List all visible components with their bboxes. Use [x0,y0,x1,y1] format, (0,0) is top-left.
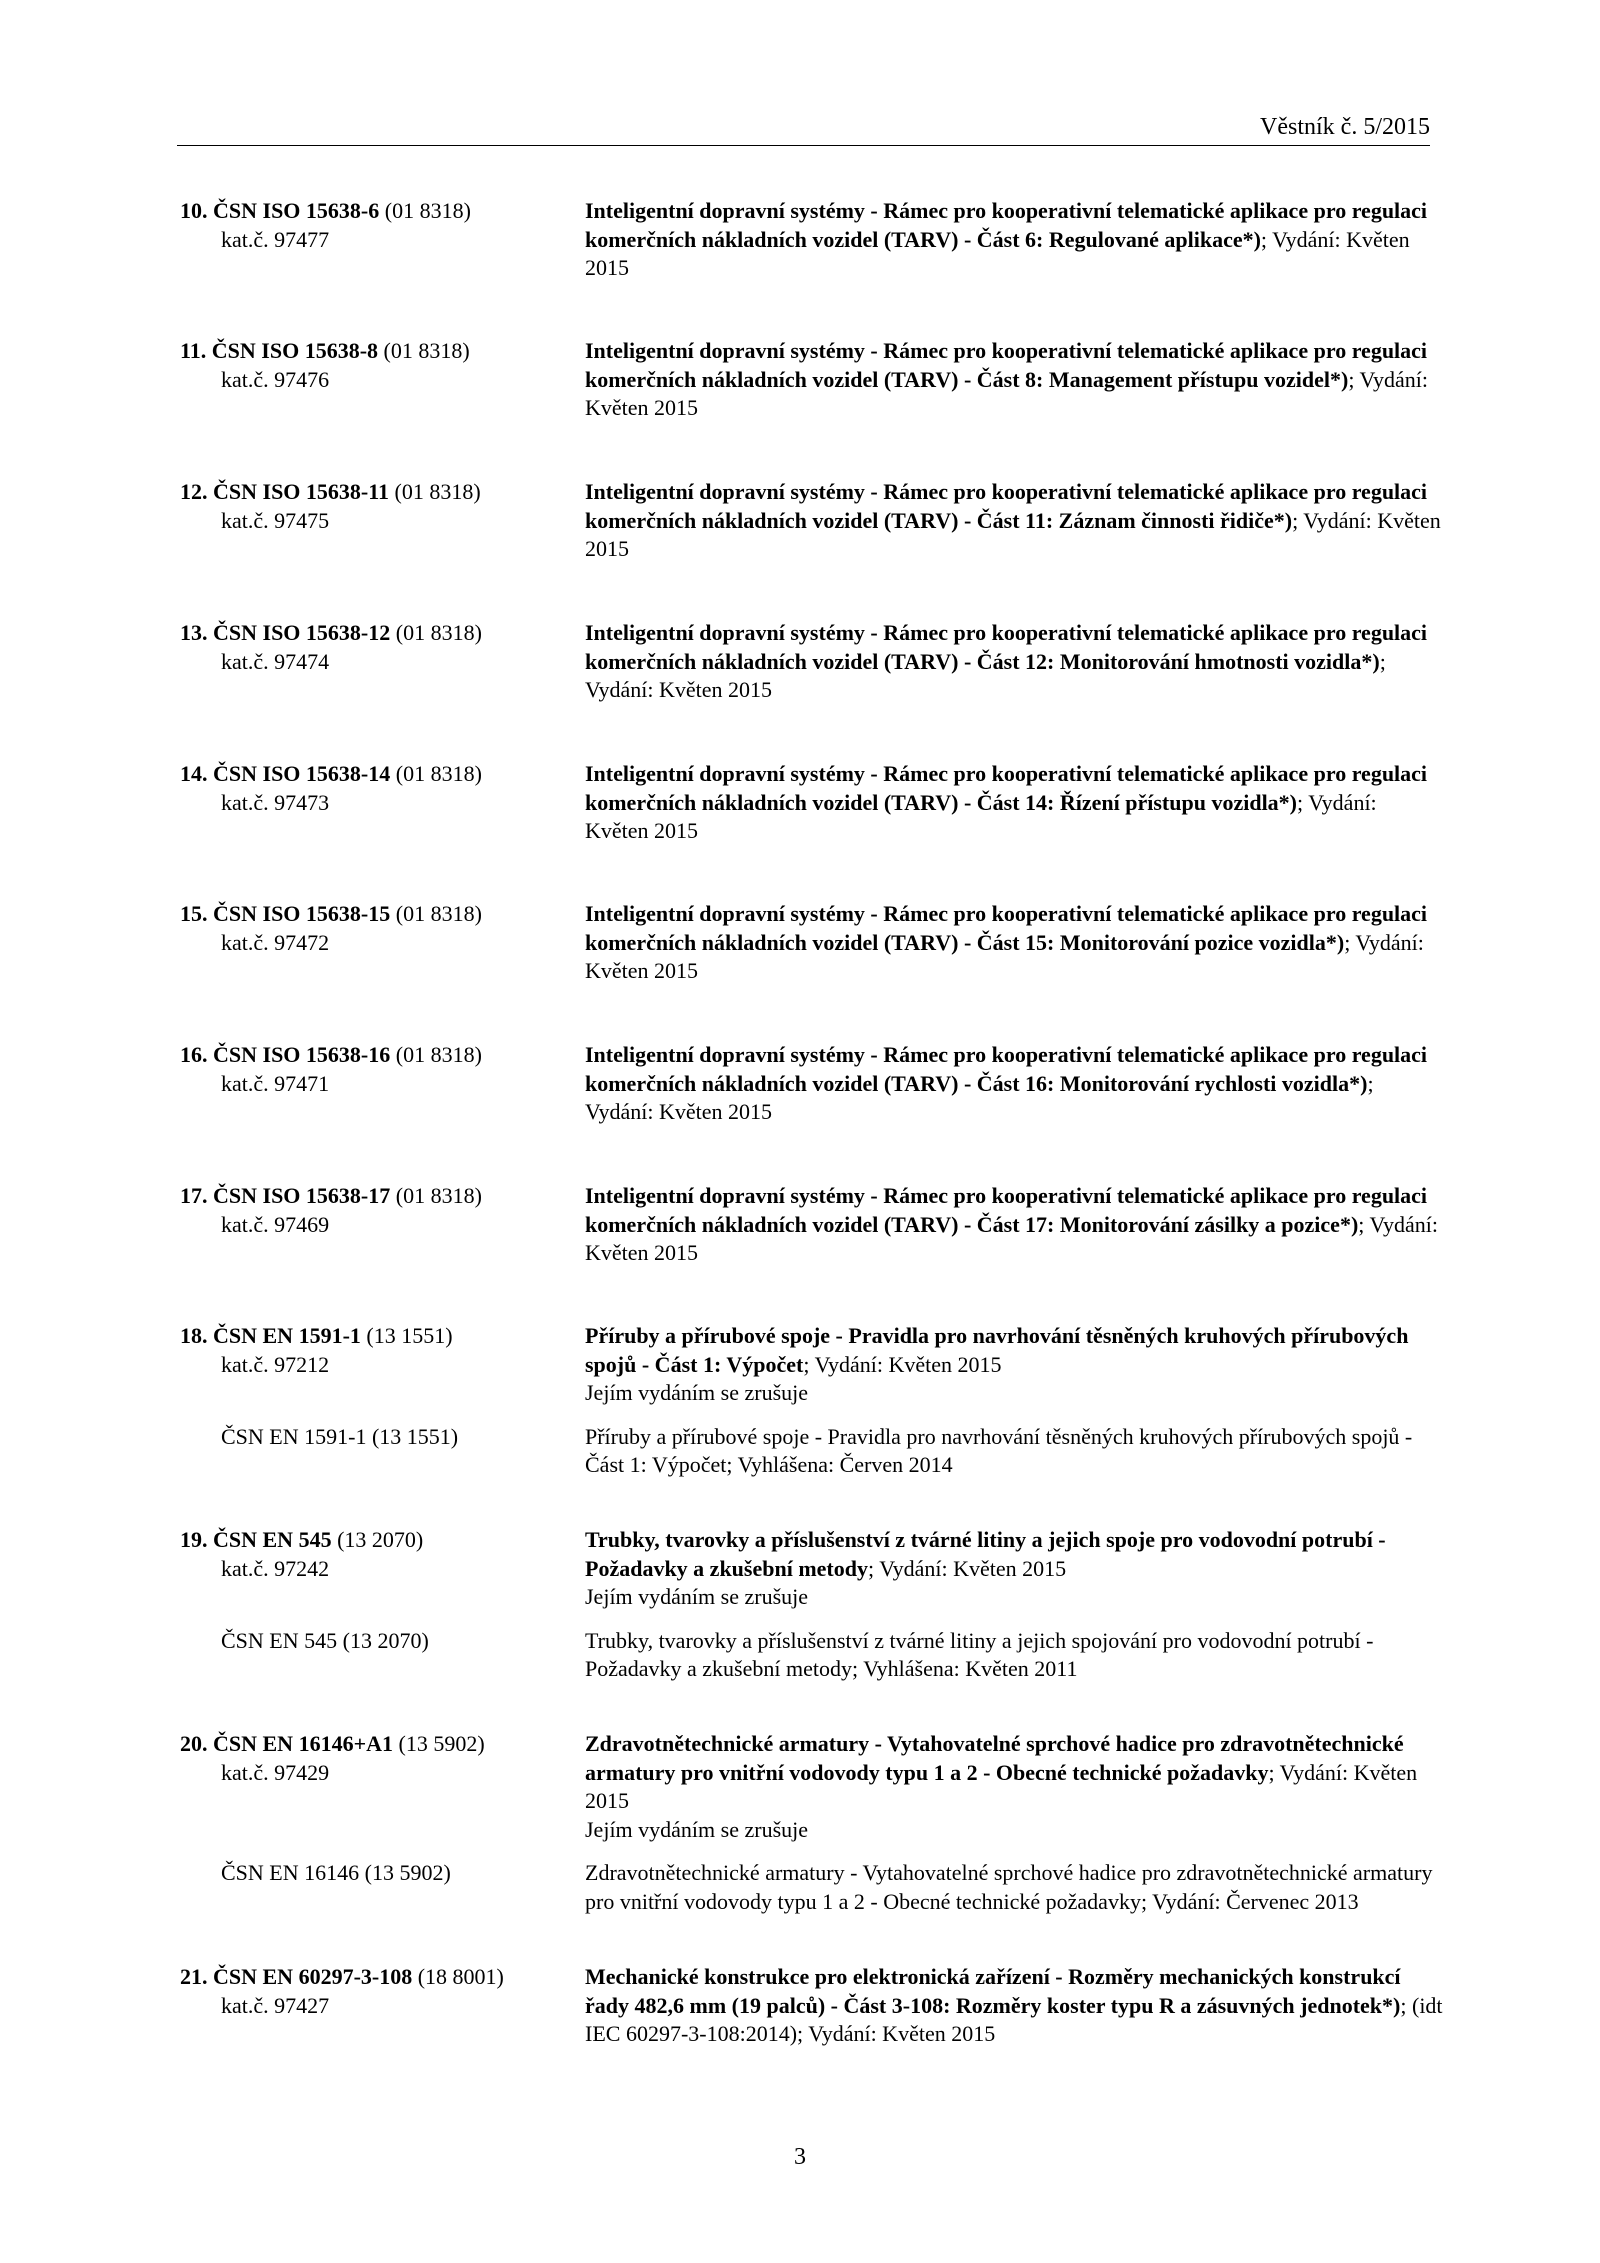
standard-code: ČSN EN 545 [213,1527,332,1552]
cancelled-standard-code: ČSN EN 1591-1 (13 1551) [221,1423,459,1449]
standard-title: Zdravotnětechnické armatury - Vytahovatelné sprchové hadice pro zdravotnětechnické armatury pro vnitřní vodovody typu 1 a 2 - Obecné technické požadavky [585,1731,1404,1785]
classification-code: (18 8001) [417,1964,504,1989]
classification-code: (01 8318) [395,1183,482,1208]
release-info: ; Vydání: Květen 2015 [585,1070,1374,1124]
standard-entry [0,1963,1600,2049]
catalog-number: kat.č. 97212 [221,1351,330,1377]
standard-title: Inteligentní dopravní systémy - Rámec pro kooperativní telematické aplikace pro regulaci komerčních nákladních vozidel (TARV) - Část 6: Regulované aplikace*) [585,198,1428,252]
page-number: 3 [794,2144,806,2170]
classification-code: (13 5902) [398,1731,485,1756]
standard-code: ČSN ISO 15638-15 [213,901,391,926]
standard-code: ČSN EN 16146+A1 [213,1731,393,1756]
standard-entry [0,760,1600,846]
catalog-number: kat.č. 97427 [221,1992,330,2018]
release-info: ; Vydání: Květen 2015 [585,1759,1418,1813]
classification-code: (01 8318) [395,761,482,786]
classification-code: (01 8318) [383,338,470,363]
entry-number: 14. [180,761,208,786]
standard-title: Inteligentní dopravní systémy - Rámec pro kooperativní telematické aplikace pro regulaci komerčních nákladních vozidel (TARV) - Část 17: Monitorování zásilky a pozice*) [585,1183,1428,1237]
standard-title: Inteligentní dopravní systémy - Rámec pro kooperativní telematické aplikace pro regulaci komerčních nákladních vozidel (TARV) - Část 14: Řízení přístupu vozidla*) [585,761,1428,815]
standard-title: Příruby a přírubové spoje - Pravidla pro navrhování těsněných kruhových přírubových spojů - Část 1: Výpočet [585,1323,1409,1377]
standard-entry [0,619,1600,705]
standard-code: ČSN ISO 15638-8 [211,338,379,363]
classification-code: (01 8318) [395,1042,482,1067]
cancellation-note: Jejím vydáním se zrušuje [585,1584,809,1609]
cancellation-note: Jejím vydáním se zrušuje [585,1816,809,1842]
standard-entry [0,478,1600,564]
entry-number: 16. [180,1042,208,1067]
cancelled-standard-title: Trubky, tvarovky a příslušenství z tvárné litiny a jejich spojování pro vodovodní potrubí - Požadavky a zkušební metody; Vyhlášena: Květen 2011 [585,1627,1374,1681]
classification-code: (01 8318) [384,198,471,223]
standard-title: Inteligentní dopravní systémy - Rámec pro kooperativní telematické aplikace pro regulaci komerčních nákladních vozidel (TARV) - Část 11: Záznam činnosti řidiče*) [585,479,1428,533]
release-info: ; Vydání: Květen 2015 [585,507,1441,561]
entry-number: 21. [180,1964,208,1989]
release-info: ; Vydání: Květen 2015 [585,1211,1438,1265]
standard-code: ČSN ISO 15638-16 [213,1042,391,1067]
standard-entry [0,1322,1600,1480]
header-rule [177,145,1430,146]
standard-entry [0,1526,1600,1684]
standard-code: ČSN ISO 15638-11 [213,479,390,504]
standard-title: Inteligentní dopravní systémy - Rámec pro kooperativní telematické aplikace pro regulaci komerčních nákladních vozidel (TARV) - Část 12: Monitorování hmotnosti vozidla*) [585,620,1428,674]
catalog-number: kat.č. 97472 [221,929,330,955]
catalog-number: kat.č. 97469 [221,1211,330,1237]
standard-entry [0,1182,1600,1268]
catalog-number: kat.č. 97477 [221,226,330,252]
cancelled-standard-title: Příruby a přírubové spoje - Pravidla pro navrhování těsněných kruhových přírubových spojů - Část 1: Výpočet; Vyhlášena: Červen 2014 [585,1423,1413,1477]
standard-title: Trubky, tvarovky a příslušenství z tvárné litiny a jejich spoje pro vodovodní potrubí - Požadavky a zkušební metody [585,1527,1386,1581]
entry-number: 10. [180,198,208,223]
catalog-number: kat.č. 97476 [221,366,330,392]
release-info: ; (idt IEC 60297-3-108:2014); Vydání: Květen 2015 [585,1992,1443,2046]
release-info: ; Vydání: Květen 2015 [585,789,1377,843]
standard-title: Mechanické konstrukce pro elektronická zařízení - Rozměry mechanických konstrukcí řady 482,6 mm (19 palců) - Část 3-108: Rozměry koster typu R a zásuvných jednotek*) [585,1964,1401,2018]
release-info: ; Vydání: Květen 2015 [585,648,1386,702]
standard-title: Inteligentní dopravní systémy - Rámec pro kooperativní telematické aplikace pro regulaci komerčních nákladních vozidel (TARV) - Část 16: Monitorování rychlosti vozidla*) [585,1042,1428,1096]
entry-number: 20. [180,1731,208,1756]
standard-code: ČSN EN 60297-3-108 [213,1964,413,1989]
standard-entry [0,197,1600,283]
release-info: ; Vydání: Květen 2015 [585,929,1424,983]
standard-code: ČSN ISO 15638-17 [213,1183,391,1208]
standard-code: ČSN ISO 15638-6 [213,198,380,223]
classification-code: (01 8318) [395,620,482,645]
catalog-number: kat.č. 97475 [221,507,330,533]
catalog-number: kat.č. 97474 [221,648,330,674]
entry-number: 11. [180,338,207,363]
catalog-number: kat.č. 97242 [221,1555,330,1581]
entry-number: 19. [180,1527,208,1552]
catalog-number: kat.č. 97429 [221,1759,330,1785]
standard-entry [0,1730,1600,1916]
entry-number: 15. [180,901,208,926]
cancelled-standard-code: ČSN EN 545 (13 2070) [221,1627,429,1653]
standard-entry [0,900,1600,986]
classification-code: (01 8318) [394,479,481,504]
catalog-number: kat.č. 97471 [221,1070,330,1096]
classification-code: (01 8318) [395,901,482,926]
journal-header: Věstník č. 5/2015 [1260,114,1430,140]
classification-code: (13 1551) [366,1323,453,1348]
entry-number: 17. [180,1183,208,1208]
classification-code: (13 2070) [337,1527,424,1552]
release-info: ; Vydání: Květen 2015 [867,1555,1067,1581]
release-info: ; Vydání: Květen 2015 [585,226,1410,280]
entry-number: 18. [180,1323,208,1348]
release-info: ; Vydání: Květen 2015 [803,1351,1002,1377]
standard-code: ČSN ISO 15638-14 [213,761,391,786]
standard-entry [0,1041,1600,1127]
cancelled-standard-title: Zdravotnětechnické armatury - Vytahovatelné sprchové hadice pro zdravotnětechnické armatury pro vnitřní vodovody typu 1 a 2 - Obecné technické požadavky; Vydání: Červenec 2013 [585,1860,1433,1914]
catalog-number: kat.č. 97473 [221,789,330,815]
cancellation-note: Jejím vydáním se zrušuje [585,1380,809,1405]
entry-number: 12. [180,479,208,504]
standard-title: Inteligentní dopravní systémy - Rámec pro kooperativní telematické aplikace pro regulaci komerčních nákladních vozidel (TARV) - Část 8: Management přístupu vozidel*) [585,338,1428,392]
release-info: ; Vydání: Květen 2015 [585,366,1428,420]
standard-code: ČSN ISO 15638-12 [213,620,391,645]
entry-number: 13. [180,620,208,645]
cancelled-standard-code: ČSN EN 16146 (13 5902) [221,1860,451,1885]
standard-title: Inteligentní dopravní systémy - Rámec pro kooperativní telematické aplikace pro regulaci komerčních nákladních vozidel (TARV) - Část 15: Monitorování pozice vozidla*) [585,901,1428,955]
standard-code: ČSN EN 1591-1 [213,1323,361,1348]
standard-entry [0,337,1600,423]
